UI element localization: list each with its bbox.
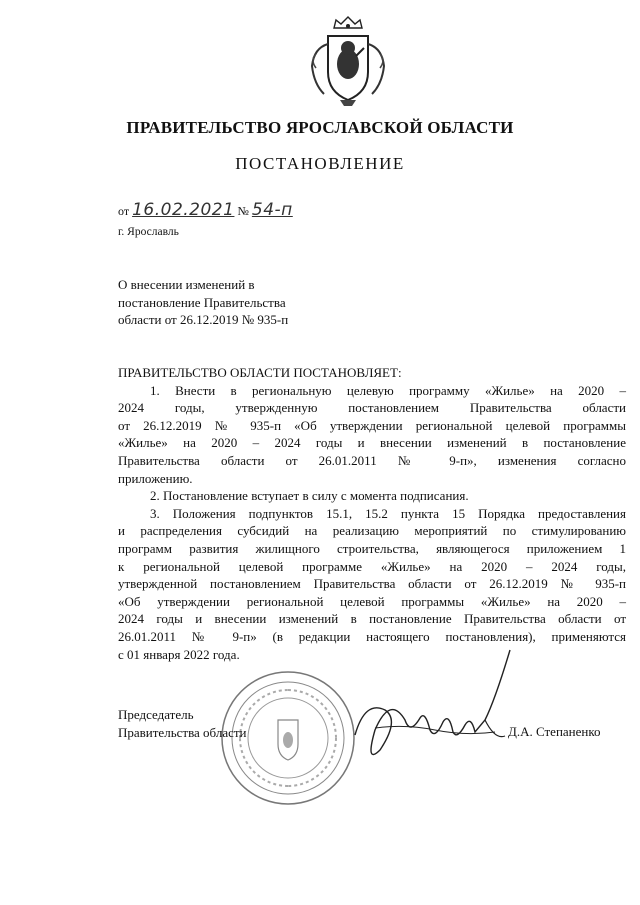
paragraph-3-line: 2024 годы и внесении изменений в постановление Правительства области от (118, 611, 626, 627)
paragraph-3-line: и распределения субсидий на реализацию мероприятий по стимулированию (118, 523, 626, 539)
paragraph-1-line: приложению. (118, 470, 193, 486)
body-intro: ПРАВИТЕЛЬСТВО ОБЛАСТИ ПОСТАНОВЛЯЕТ: (118, 365, 402, 380)
date-number-line (118, 200, 293, 220)
signatory-name: Д.А. Степаненко (508, 724, 601, 739)
date-value: 16.02.2021 (132, 200, 235, 220)
number-prefix: № (237, 204, 249, 218)
paragraph-1-line: от 26.12.2019 № 935-п «Об утверждении региональной целевой программы (118, 417, 626, 433)
paragraph-3-line: к региональной целевой программе «Жилье» на 2020 – 2024 годы, (118, 558, 626, 574)
date-prefix: от (118, 204, 130, 218)
handwritten-signature-icon (345, 640, 525, 780)
paragraph-3-line: утвержденной постановлением Правительства области от 26.12.2019 № 935-п (118, 576, 626, 592)
subject-line: области от 26.12.2019 № 935-п (118, 312, 289, 327)
city: г. Ярославль (118, 226, 179, 238)
paragraph-3-line: программ развития жилищного строительства, являющегося приложением 1 (118, 540, 626, 556)
paragraph-3-line: 26.01.2011 № 9-п» (в редакции настоящего постановления), применяются (118, 628, 626, 644)
position-line: Правительства области (118, 724, 247, 740)
document-type: ПОСТАНОВЛЕНИЕ (235, 154, 405, 173)
paragraph-1-line: «Жилье» на 2020 – 2024 годы и внесении изменений в постановление (118, 435, 626, 451)
paragraph-2: 2. Постановление вступает в силу с момента подписания. (150, 488, 469, 504)
paragraph-1-line: 1. Внести в региональную целевую программу «Жилье» на 2020 – (150, 382, 626, 398)
document-body (118, 364, 626, 663)
paragraph-1-line: 2024 годы, утвержденную постановлением Правительства области (118, 400, 626, 416)
coat-of-arms-icon (300, 14, 396, 110)
document-subject (118, 276, 288, 329)
number-value: 54-п (251, 200, 293, 220)
paragraph-3-line: с 01 января 2022 года. (118, 646, 240, 662)
paragraph-3-line: 3. Положения подпунктов 15.1, 15.2 пункта 15 Порядка предоставления (150, 505, 626, 521)
subject-line: постановление Правительства (118, 294, 286, 310)
paragraph-3-line: «Об утверждении региональной целевой программы «Жилье» на 2020 – (118, 593, 626, 609)
government-title: ПРАВИТЕЛЬСТВО ЯРОСЛАВСКОЙ ОБЛАСТИ (126, 118, 514, 137)
position-line: Председатель (118, 707, 194, 722)
paragraph-1-line: Правительства области от 26.01.2011 № 9-п», изменения согласно (118, 452, 626, 468)
signatory-position (118, 706, 247, 741)
subject-line: О внесении изменений в (118, 277, 255, 292)
